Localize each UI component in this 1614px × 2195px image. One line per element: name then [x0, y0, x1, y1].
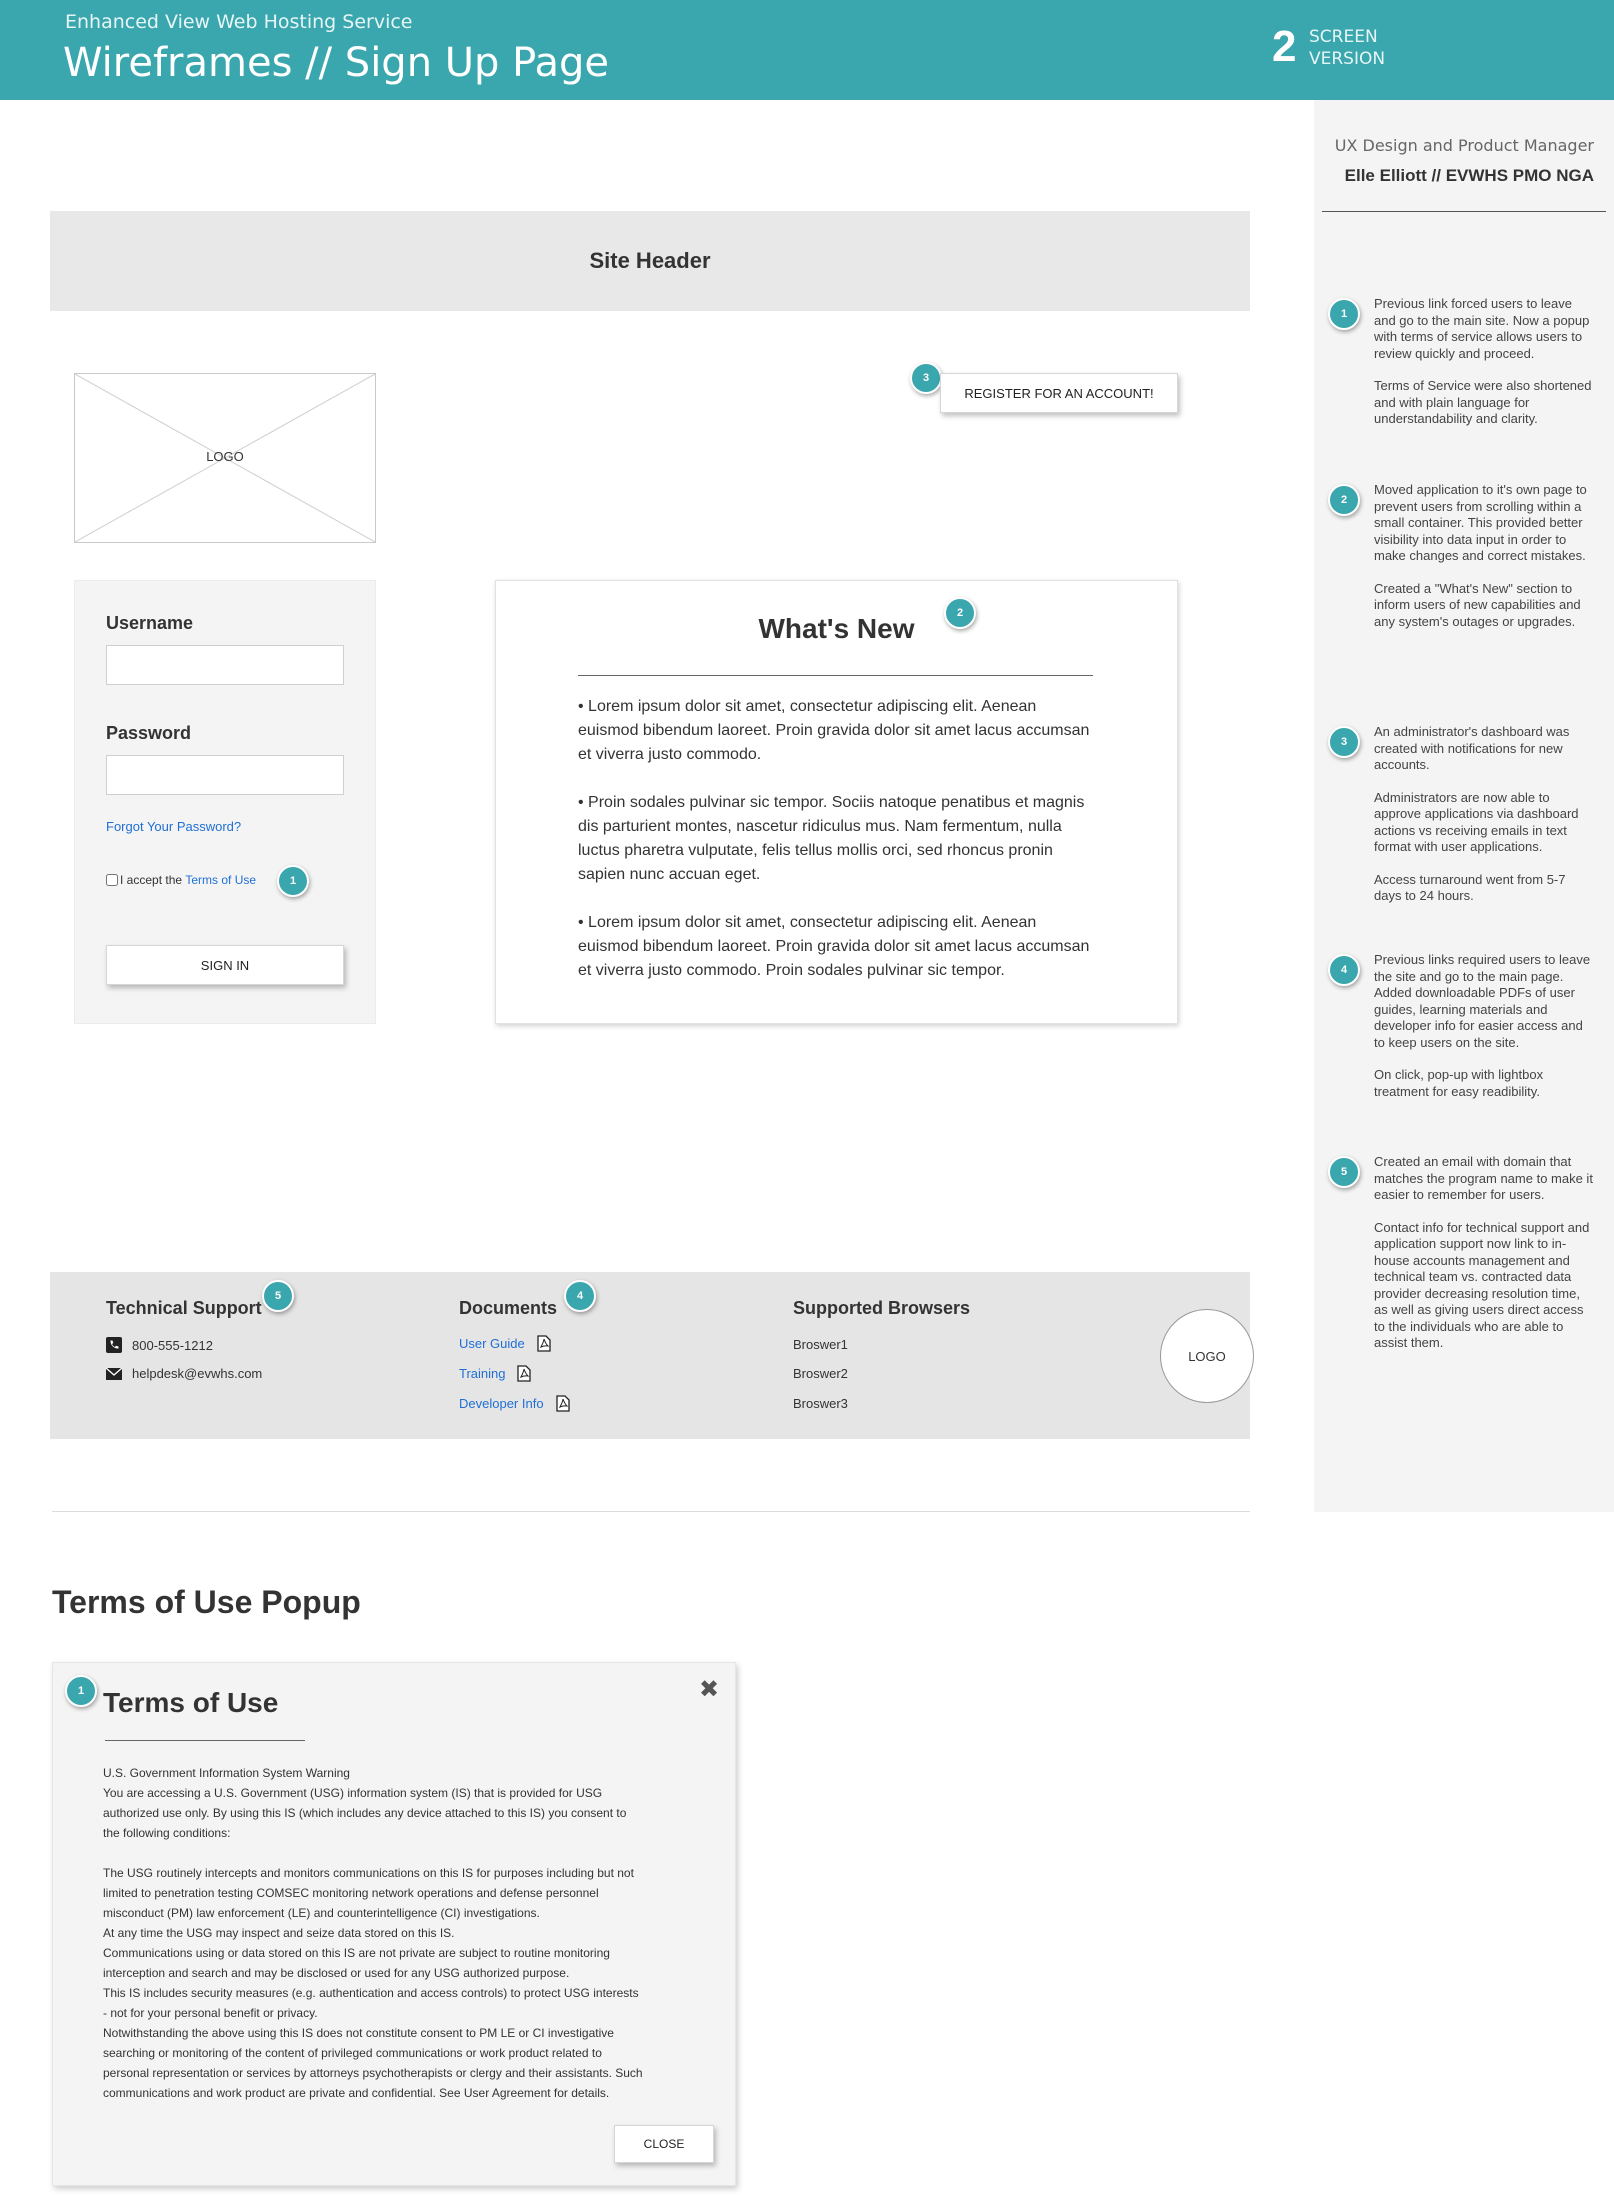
developer-info-link[interactable]: Developer Info [459, 1396, 544, 1411]
whats-new-body [578, 695, 1098, 983]
doc-link-row [459, 1395, 570, 1412]
terms-line: limited to penetration testing COMSEC monitoring network operations and defense personnel [103, 1886, 599, 1900]
note-text: Created a "What's New" section to inform users of new capabilities and any system's outages or upgrades. [1374, 580, 1581, 629]
top-banner [0, 0, 1614, 100]
terms-line: The USG routinely intercepts and monitors communications on this IS for purposes including but not [103, 1866, 634, 1880]
note-item [1374, 296, 1596, 428]
support-phone [106, 1337, 213, 1353]
terms-line: interception and search and may be disclosed or used for any USG authorized purpose. [103, 1966, 570, 1980]
terms-line: You are accessing a U.S. Government (USG) information system (IS) that is provided for USG [103, 1786, 603, 1800]
terms-accept-row [106, 873, 256, 887]
note-badge: 5 [1328, 1156, 1360, 1188]
note-text: Terms of Service were also shortened and with plain language for understandability and clarity. [1374, 378, 1592, 426]
username-label: Username [106, 613, 194, 633]
terms-line: - not for your personal benefit or privacy. [103, 2006, 318, 2020]
pdf-icon[interactable] [537, 1335, 551, 1352]
whats-new-panel [495, 580, 1178, 1024]
terms-line: This IS includes security measures (e.g. authentication and access controls) to protect USG interests [103, 1986, 639, 2000]
note-item [1374, 1154, 1596, 1352]
notes-panel [1314, 100, 1614, 1512]
terms-line: the following conditions: [103, 1826, 231, 1840]
terms-line: searching or monitoring of the content of privileged communications or work product related to [103, 2046, 602, 2060]
training-link[interactable]: Training [459, 1366, 506, 1381]
note-text: An administrator's dashboard was created with notifications for new accounts. [1374, 724, 1570, 772]
support-email-address[interactable]: helpdesk@evwhs.com [132, 1366, 263, 1381]
note-badge: 3 [1328, 726, 1360, 758]
close-button[interactable]: CLOSE [614, 2125, 714, 2163]
site-header: Site Header [50, 211, 1250, 311]
terms-popup [52, 1662, 736, 2186]
browser-item: Broswer2 [793, 1366, 848, 1381]
note-text: Administrators are now able to approve applications via dashboard actions vs receiving emails in text format with user applications. [1374, 789, 1579, 854]
annotation-badge: 4 [564, 1280, 596, 1312]
note-badge: 4 [1328, 954, 1360, 986]
popup-body [103, 1763, 693, 2103]
password-input[interactable] [106, 755, 344, 795]
browser-item: Broswer1 [793, 1337, 848, 1352]
doc-link-row [459, 1365, 531, 1382]
annotation-badge: 2 [944, 597, 976, 629]
note-text: On click, pop-up with lightbox treatment for easy readibility. [1374, 1067, 1544, 1099]
news-item: • Lorem ipsum dolor sit amet, consectetur adipiscing elit. Aenean euismod bibendum laoreet. Proin gravida dolor sit amet lacus accumsan et viverra justo commodo. [578, 698, 1090, 763]
terms-line: U.S. Government Information System Warning [103, 1766, 350, 1780]
banner-title: Wireframes // Sign Up Page [63, 40, 609, 86]
site-logo-placeholder [74, 373, 376, 543]
footer-logo: LOGO [1160, 1309, 1254, 1403]
note-text: Moved application to it's own page to prevent users from scrolling within a small container. This provided better visibility into data input in order to make changes and correct mistakes. [1374, 482, 1587, 563]
terms-line: misconduct (PM) law enforcement (LE) and counterintelligence (CI) investigations. [103, 1906, 540, 1920]
author-role: UX Design and Product Manager [1334, 136, 1594, 155]
version-number: 2 [1272, 22, 1297, 71]
terms-line: personal representation or services by attorneys psychotherapists or clergy and their assistants. Such [103, 2066, 643, 2080]
annotation-badge: 1 [277, 865, 309, 897]
news-item: • Lorem ipsum dolor sit amet, consectetur adipiscing elit. Aenean euismod bibendum laoreet. Proin gravida dolor sit amet lacus accumsan et viverra justo commodo. Proin sodales pulvinar sic tempor. [578, 914, 1090, 979]
popup-section-title: Terms of Use Popup [52, 1584, 361, 1620]
note-text: Created an email with domain that matches the program name to make it easier to remember for users. [1374, 1154, 1593, 1202]
note-item [1374, 952, 1596, 1100]
note-badge: 2 [1328, 484, 1360, 516]
username-input[interactable] [106, 645, 344, 685]
terms-line: At any time the USG may inspect and seize data stored on this IS. [103, 1926, 455, 1940]
author-name: Elle Elliott // EVWHS PMO NGA [1344, 166, 1594, 185]
annotation-badge: 5 [262, 1280, 294, 1312]
note-item [1374, 482, 1596, 630]
documents-title: Documents [459, 1298, 558, 1318]
popup-title: Terms of Use [103, 1687, 279, 1718]
note-item [1374, 724, 1596, 905]
pdf-icon[interactable] [556, 1395, 570, 1412]
login-panel [74, 580, 376, 1024]
terms-checkbox[interactable] [106, 874, 118, 886]
banner-subtitle: Enhanced View Web Hosting Service [65, 11, 413, 33]
note-text: Previous links required users to leave the site and go to the main page. Added downloadable PDFs of user guides, learning materials and developer info for easier access and to keep users on the site. [1374, 952, 1591, 1050]
note-badge: 1 [1328, 298, 1360, 330]
terms-of-use-link[interactable]: Terms of Use [185, 873, 257, 887]
register-button[interactable]: REGISTER FOR AN ACCOUNT! [940, 373, 1178, 413]
news-item: • Proin sodales pulvinar sic tempor. Sociis natoque penatibus et magnis dis parturient montes, nascetur ridiculus mus. Nam fermentum, nulla luctus pharetra vulputate, felis tellus mollis orci, sed rhoncus pronin sapien nunc accuan eget. [578, 794, 1085, 883]
phone-icon [106, 1337, 122, 1353]
whats-new-divider [578, 675, 1093, 676]
doc-link-row [459, 1335, 551, 1352]
annotation-badge: 1 [65, 1675, 97, 1707]
whats-new-title: What's New [758, 613, 915, 644]
notes-divider [1322, 211, 1606, 212]
site-footer [50, 1272, 1250, 1439]
support-email [106, 1366, 262, 1381]
phone-number[interactable]: 800-555-1212 [132, 1337, 213, 1353]
terms-line: Notwithstanding the above using this IS does not constitute consent to PM LE or CI investigative [103, 2026, 614, 2040]
section-divider [52, 1511, 1250, 1512]
note-text: Previous link forced users to leave and go to the main site. Now a popup with terms of service allows users to review quickly and proceed. [1374, 296, 1590, 361]
pdf-icon[interactable] [517, 1365, 531, 1382]
user-guide-link[interactable]: User Guide [459, 1336, 525, 1351]
note-text: Contact info for technical support and application support now link to in-house accounts management and technical team vs. contracted data provider decreasing resolution time, as well as giving users direct access to the individuals who are able to assist them. [1374, 1219, 1590, 1350]
annotation-badge: 3 [910, 362, 942, 394]
browsers-title: Supported Browsers [793, 1298, 971, 1318]
paragraph-gap [103, 1843, 693, 1863]
terms-line: authorized use only. By using this IS (which includes any device attached to this IS) you consent to [103, 1806, 627, 1820]
close-icon[interactable]: ✖ [699, 1676, 720, 1703]
forgot-password-link[interactable]: Forgot Your Password? [106, 819, 242, 834]
password-label: Password [106, 723, 192, 743]
terms-accept-text: I accept the [120, 873, 186, 887]
logo-label: LOGO [206, 449, 244, 464]
terms-line: communications and work product are private and confidential. See User Agreement for details. [103, 2086, 610, 2100]
version-label-line1: SCREEN [1309, 27, 1378, 47]
mail-icon [106, 1367, 122, 1381]
sign-in-button[interactable]: SIGN IN [106, 945, 344, 985]
version-label-line2: VERSION [1309, 49, 1386, 69]
version-label [1309, 26, 1385, 70]
terms-line: Communications using or data stored on this IS are not private are subject to routine monitoring [103, 1946, 610, 1960]
browser-item: Broswer3 [793, 1396, 848, 1411]
popup-divider [105, 1740, 305, 1741]
note-text: Access turnaround went from 5-7 days to 24 hours. [1374, 871, 1566, 903]
support-title: Technical Support [106, 1298, 262, 1318]
